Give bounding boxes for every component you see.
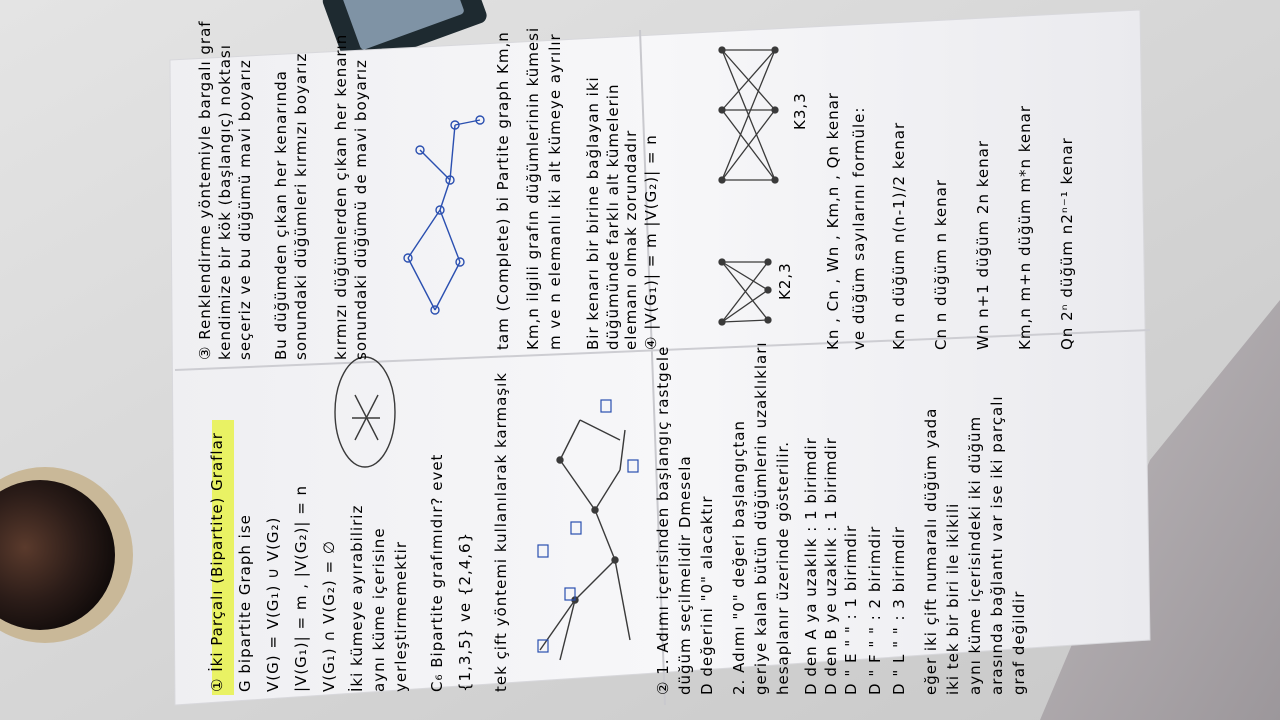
p2-line: iki tek bir biri ile ikikili (944, 502, 962, 695)
k23-label: K2,3 (776, 262, 794, 300)
p2-line: eğer iki çift numaralı düğüm yada (922, 407, 940, 695)
p2-line: graf değildir (1010, 590, 1028, 695)
p3-line: sonundaki düğümü de mavi boyarız (352, 59, 370, 360)
p2-line: arasında bağlantı var ise iki parçalı (988, 395, 1006, 695)
p1-line: V(G) = V(G₁) ∪ V(G₂) (264, 516, 282, 692)
formula-line: ve düğüm sayılarını formüle: (850, 106, 868, 350)
p1-line: tek çift yöntemi kullanılarak karmaşık (492, 372, 510, 692)
p2-line: D " E " " : 1 birimdir (842, 524, 860, 695)
p3-line: seçeriz ve bu düğümü mavi boyarız (236, 59, 254, 360)
p4-line: düğümünde farklı alt kümelerin (604, 83, 622, 350)
p2-line: D den B ye uzaklık : 1 birimdir (822, 437, 840, 695)
p2-line: hesaplanır üzerinde gösterilir. (774, 440, 792, 695)
p1-line: C₆ Bipartite grafımıdır? evet (428, 453, 446, 692)
panel-3-notes (196, 20, 370, 360)
formula-line: Km,n m+n düğüm m*n kenar (1016, 104, 1034, 350)
p2-line: D " L " " : 3 birimdir (890, 525, 908, 695)
p1-line: V(G₁) ∩ V(G₂) = ∅ (320, 540, 338, 692)
p3-line: kırmızı düğümlerden çıkan her kenarın (332, 33, 350, 360)
p3-line: sonundaki düğümleri kırmızı boyarız (292, 52, 310, 360)
p4-line: tam (Complete) bi Partite graph Km,n (494, 31, 512, 350)
p4-line: Km,n ilgili grafın düğümlerinin kümesi (524, 26, 542, 350)
p3-line: Bu düğümden çıkan her kenarında (272, 70, 290, 360)
p1-line: İki kümeye ayırabiliriz (348, 504, 366, 692)
p2-line: düğüm seçilmelidir Dmesela (676, 455, 694, 695)
p2-line: 2. Adımı "0" değeri başlangıçtan (730, 420, 748, 695)
formula-line: Qn 2ⁿ düğüm n2ⁿ⁻¹ kenar (1058, 137, 1076, 350)
p1-line: G bipartite Graph ise (236, 514, 254, 692)
k33-label: K3,3 (791, 92, 809, 130)
p2-line: D den A ya uzaklık : 1 birimdir (802, 437, 820, 695)
formula-line: Cn n düğüm n kenar (932, 179, 950, 350)
formula-line: Wn n+1 düğüm 2n kenar (974, 140, 992, 350)
p2-line: geriye kalan bütün düğümlerin uzaklıkları (752, 341, 770, 695)
p3-line: kendimize bir kök (başlangıç) noktası (216, 44, 234, 360)
formula-line: Kn n düğüm n(n-1)/2 kenar (890, 121, 908, 350)
formula-line: Kn , Cn , Wn , Km,n , Qn kenar (824, 92, 842, 350)
p1-line: yerleştirmemektir (392, 540, 410, 692)
p4-line: ④ |V(G₁)| = m |V(G₂)| = n (642, 134, 660, 350)
p4-line: Bir kenarı bir birine bağlayan iki (584, 76, 602, 350)
p2-line: D değerini "0" alacaktır (698, 495, 716, 695)
p4-line: m ve n elemanlı iki alt kümeye ayrılır (546, 33, 564, 350)
p1-line: aynı küme içerisine (370, 527, 388, 692)
p3-line: ③ Renklendirme yöntemiyle bargalı graf (196, 20, 214, 360)
p2-line: ② 1. Adımı içerisinden başlangıç rastgele (654, 345, 672, 695)
p4-line: elemanı olmak zorundadır (622, 129, 640, 350)
p1-line: ① İki Parçalı (Bipartite) Graflar (208, 432, 226, 692)
p2-line: D " F " " : 2 birimdir (866, 525, 884, 695)
p1-line: {1,3,5} ve {2,4,6} (456, 531, 474, 692)
p1-line: |V(G₁)| = m , |V(G₂)| = n (292, 484, 310, 692)
p2-line: aynı küme içerisindeki iki düğüm (966, 415, 984, 695)
